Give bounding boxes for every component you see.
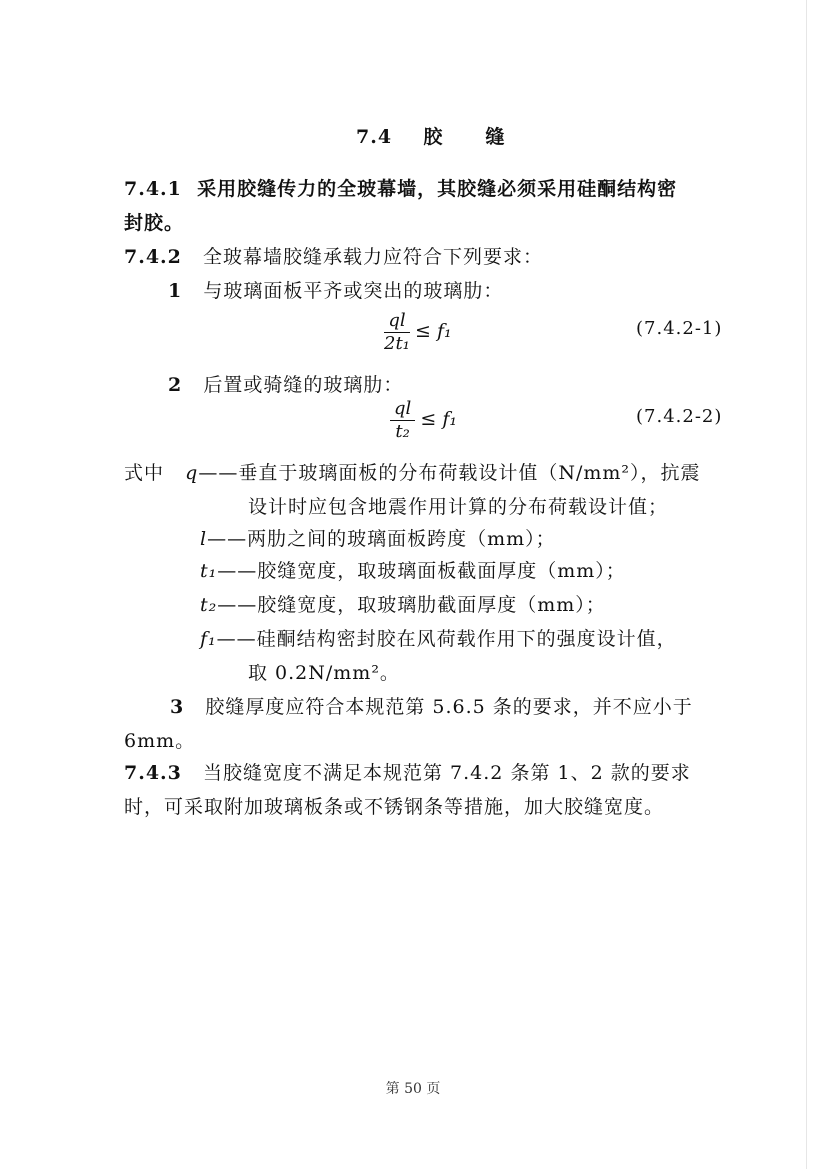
where-f1-line2: 取 0.2N/mm²。 bbox=[248, 662, 400, 684]
clause-text: 全玻幕墙胶缝承载力应符合下列要求： bbox=[203, 246, 544, 268]
item-2 bbox=[168, 370, 403, 397]
item-number: 3 bbox=[170, 696, 185, 718]
clause-7-4-2 bbox=[124, 242, 543, 269]
clause-7-4-1-line1 bbox=[124, 174, 677, 201]
clause-number: 7.4.1 bbox=[124, 178, 182, 200]
section-title-a: 胶 bbox=[423, 126, 444, 148]
symbol-l: l bbox=[200, 528, 208, 550]
where-f1-line1 bbox=[200, 624, 677, 651]
section-title bbox=[356, 122, 505, 149]
item-1 bbox=[168, 276, 503, 303]
item-text: 胶缝厚度应符合本规范第 5.6.5 条的要求，并不应小于 bbox=[205, 696, 693, 718]
where-l bbox=[200, 524, 556, 551]
t2-definition: ——胶缝宽度，取玻璃肋截面厚度（mm）； bbox=[217, 594, 606, 616]
where-t2 bbox=[200, 590, 606, 617]
equation-1 bbox=[384, 310, 452, 355]
symbol-f1: f₁ bbox=[200, 628, 217, 650]
numerator: ql bbox=[390, 398, 415, 421]
f1-definition: ——硅酮结构密封胶在风荷载作用下的强度设计值， bbox=[216, 628, 677, 650]
where-q-line1 bbox=[124, 458, 701, 485]
denominator: t₂ bbox=[395, 421, 410, 442]
relation: ≤ f₁ bbox=[420, 408, 457, 430]
page-edge-line bbox=[806, 0, 807, 1169]
clause-text: 采用胶缝传力的全玻幕墙，其胶缝必须采用硅酮结构密 bbox=[197, 178, 678, 200]
where-lead: 式中 bbox=[124, 462, 165, 484]
item-3-line2: 6mm。 bbox=[124, 730, 196, 752]
section-title-b: 缝 bbox=[485, 126, 506, 148]
clause-number: 7.4.3 bbox=[124, 762, 182, 784]
denominator: 2t₁ bbox=[384, 333, 410, 354]
item-3-line1 bbox=[170, 692, 693, 719]
section-number: 7.4 bbox=[356, 126, 393, 148]
item-number: 1 bbox=[168, 280, 183, 302]
q-definition: ——垂直于玻璃面板的分布荷载设计值（N/mm²），抗震 bbox=[198, 462, 701, 484]
t1-definition: ——胶缝宽度，取玻璃面板截面厚度（mm）； bbox=[217, 560, 626, 582]
clause-7-4-3-line2: 时，可采取附加玻璃板条或不锈钢条等措施，加大胶缝宽度。 bbox=[124, 796, 665, 818]
symbol-t2: t₂ bbox=[200, 594, 218, 616]
item-number: 2 bbox=[168, 374, 183, 396]
symbol-t1: t₁ bbox=[200, 560, 218, 582]
equation-1-label: (7.4.2-1) bbox=[636, 318, 723, 339]
fraction bbox=[384, 310, 410, 355]
clause-number: 7.4.2 bbox=[124, 246, 182, 268]
equation-2-label: (7.4.2-2) bbox=[636, 406, 723, 427]
where-t1 bbox=[200, 556, 626, 583]
numerator: ql bbox=[384, 310, 410, 333]
clause-7-4-1-line2: 封胶。 bbox=[124, 212, 185, 234]
item-text: 与玻璃面板平齐或突出的玻璃肋： bbox=[203, 280, 504, 302]
relation: ≤ f₁ bbox=[415, 320, 452, 342]
where-q-line2: 设计时应包含地震作用计算的分布荷载设计值； bbox=[248, 496, 669, 518]
item-text: 后置或骑缝的玻璃肋： bbox=[203, 374, 404, 396]
l-definition: ——两肋之间的玻璃面板跨度（mm）； bbox=[207, 528, 556, 550]
clause-text: 当胶缝宽度不满足本规范第 7.4.2 条第 1、2 款的要求 bbox=[203, 762, 691, 784]
clause-7-4-3-line1 bbox=[124, 758, 691, 785]
symbol-q: q bbox=[185, 462, 199, 484]
fraction bbox=[390, 398, 415, 443]
page-number: 第 50 页 bbox=[385, 1081, 441, 1097]
equation-2 bbox=[390, 398, 457, 443]
